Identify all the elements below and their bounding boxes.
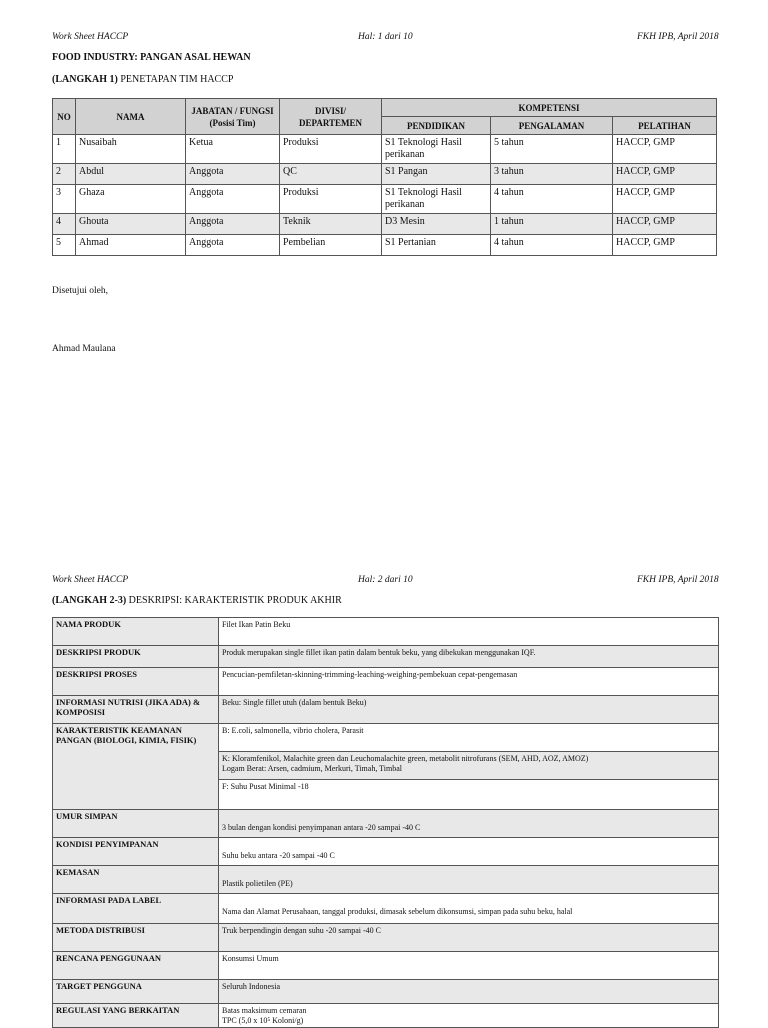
page1-title: FOOD INDUSTRY: PANGAN ASAL HEWAN bbox=[52, 52, 251, 63]
table-row: 2 Abdul Anggota QC S1 Pangan 3 tahun HACCP, GMP bbox=[53, 164, 717, 185]
table-row: 3 Ghaza Anggota Produksi S1 Teknologi Hasil perikanan 4 tahun HACCP, GMP bbox=[53, 185, 717, 214]
page2-header-center: Hal: 2 dari 10 bbox=[358, 575, 413, 585]
table-row: KONDISI PENYIMPANAN Suhu beku antara -20 sampai -40 C bbox=[53, 838, 719, 866]
page1-header-right: FKH IPB, April 2018 bbox=[637, 32, 719, 42]
table-row: NAMA PRODUK Filet Ikan Patin Beku bbox=[53, 618, 719, 646]
table-row: KEMASAN Plastik polietilen (PE) bbox=[53, 866, 719, 894]
table-row: DESKRIPSI PROSES Pencucian-pemfiletan-skinning-trimming-leaching-weighing-pembekuan cepat-pengemasan bbox=[53, 668, 719, 696]
col-header-pendidikan: PENDIDIKAN bbox=[382, 117, 491, 135]
page1-header-left: Work Sheet HACCP bbox=[52, 32, 129, 42]
col-header-pelatihan: PELATIHAN bbox=[613, 117, 717, 135]
table-row: UMUR SIMPAN 3 bulan dengan kondisi penyimpanan antara -20 sampai -40 C bbox=[53, 810, 719, 838]
table-row: INFORMASI PADA LABEL Nama dan Alamat Perusahaan, tanggal produksi, dimasak sebelum dikonsumsi, simpan pada suhu beku, halal bbox=[53, 894, 719, 924]
table-row: TARGET PENGGUNA Seluruh Indonesia bbox=[53, 980, 719, 1004]
page1-header-center: Hal: 1 dari 10 bbox=[358, 32, 413, 42]
table-row: INFORMASI NUTRISI (JIKA ADA) & KOMPOSISI Beku: Single fillet utuh (dalam bentuk Beku) bbox=[53, 696, 719, 724]
page2-header-right: FKH IPB, April 2018 bbox=[637, 575, 719, 585]
table-row: 4 Ghouta Anggota Teknik D3 Mesin 1 tahun HACCP, GMP bbox=[53, 214, 717, 235]
col-header-pengalaman: PENGALAMAN bbox=[491, 117, 613, 135]
table-row: METODA DISTRIBUSI Truk berpendingin dengan suhu -20 sampai -40 C bbox=[53, 924, 719, 952]
table-row: RENCANA PENGGUNAAN Konsumsi Umum bbox=[53, 952, 719, 980]
col-header-divisi: DIVISI/ DEPARTEMEN bbox=[280, 99, 382, 135]
product-description-table bbox=[52, 617, 719, 1028]
table-row: F: Suhu Pusat Minimal -18 bbox=[53, 780, 719, 810]
signer-name: Ahmad Maulana bbox=[52, 344, 116, 354]
table-row: 5 Ahmad Anggota Pembelian S1 Pertanian 4 tahun HACCP, GMP bbox=[53, 235, 717, 256]
haccp-team-table bbox=[52, 98, 717, 256]
table-row: DESKRIPSI PRODUK Produk merupakan single fillet ikan patin dalam bentuk beku, yang dibekukan menggunakan IQF. bbox=[53, 646, 719, 668]
col-header-jabatan: JABATAN / FUNGSI (Posisi Tim) bbox=[186, 99, 280, 135]
page2-step: (LANGKAH 2-3) DESKRIPSI: KARAKTERISTIK PRODUK AKHIR bbox=[52, 595, 342, 606]
col-header-nama: NAMA bbox=[76, 99, 186, 135]
table-row: 1 Nusaibah Ketua Produksi S1 Teknologi Hasil perikanan 5 tahun HACCP, GMP bbox=[53, 135, 717, 164]
table-row: REGULASI YANG BERKAITAN Batas maksimum cemaran TPC (5,0 x 10⁵ Koloni/g) bbox=[53, 1004, 719, 1028]
approved-by-label: Disetujui oleh, bbox=[52, 286, 108, 296]
page2-header-left: Work Sheet HACCP bbox=[52, 575, 129, 585]
col-header-no: NO bbox=[53, 99, 76, 135]
page1-step: (LANGKAH 1) PENETAPAN TIM HACCP bbox=[52, 74, 234, 85]
table-row: KARAKTERISTIK KEAMANAN PANGAN (BIOLOGI, KIMIA, FISIK) B: E.coli, salmonella, vibrio cholera, Parasit bbox=[53, 724, 719, 752]
col-header-kompetensi: KOMPETENSI bbox=[382, 99, 717, 117]
table-row: K: Kloramfenikol, Malachite green dan Leuchomalachite green, metabolit nitrofurans (SEM, AHD, AOZ, AMOZ) Logam Berat: Arsen, cadmium, Merkuri, Timah, Timbal bbox=[53, 752, 719, 780]
